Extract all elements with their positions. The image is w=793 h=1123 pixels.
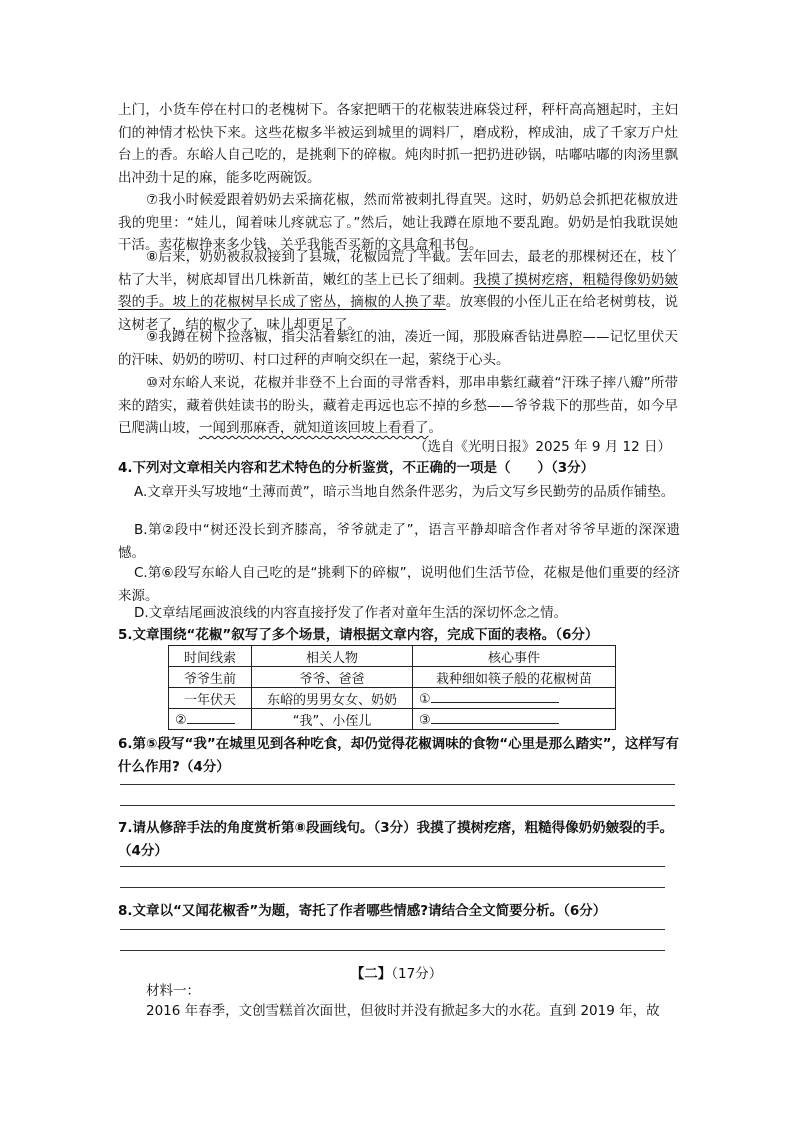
material-1-label: 材料一： xyxy=(146,983,200,999)
table-cell: 爷爷、爸爸 xyxy=(252,667,413,688)
answer-line[interactable] xyxy=(120,950,665,951)
table-header-row xyxy=(169,646,616,667)
table-answer-cell-3[interactable] xyxy=(413,709,616,730)
table-answer-cell-1[interactable] xyxy=(413,688,616,709)
table-row xyxy=(169,667,616,688)
question-4-option-c: C.第⑥段写东峪人自己吃的是“挑剩下的碎椒”，说明他们生活节俭，花椒是他们重要的经济来源。 xyxy=(118,565,680,604)
section-2-title: 【二】 xyxy=(350,966,392,982)
answer-line[interactable] xyxy=(120,929,665,930)
question-4-option-b: B.第②段中“树还没长到齐膝高，爷爷就走了”，语言平静却暗含作者对爷爷早逝的深深遗憾。 xyxy=(118,522,680,561)
answer-line[interactable] xyxy=(120,784,675,785)
table-row xyxy=(169,709,616,730)
paragraph-8-underlined-sentence: 我摸了摸树疙瘩，粗糙得像奶奶皴裂的手。坡上的花椒树早长成了密丛，摘椒的人换了辈 xyxy=(118,271,679,311)
passage-paragraph-8 xyxy=(118,246,678,336)
answer-line[interactable] xyxy=(120,866,665,867)
question-4-option-d: D.文章结尾画波浪线的内容直接抒发了作者对童年生活的深切怀念之情。 xyxy=(134,605,568,621)
table-cell: 爷爷生前 xyxy=(169,667,252,688)
material-1-text: 2016 年春季，文创雪糕首次面世，但彼时并没有掀起多大的水花。直到 2019 年，故 xyxy=(146,1003,660,1019)
table-cell: 一年伏天 xyxy=(169,688,252,709)
paragraph-8-text-b: 。放寒假的小侄儿正在给老树剪枝，说这树老了，结的椒少了，味儿却更足了。 xyxy=(118,294,679,333)
paragraph-10-text-b: 。 xyxy=(428,420,442,437)
passage-paragraph-9: ⑨我蹲在树下捡落椒，指尖沾着紫红的油，凑近一闻，那股麻香钻进鼻腔——记忆里伏天的汗味、奶奶的唠叨、村口过秤的声响交织在一起，萦绕于心头。 xyxy=(118,329,678,368)
table-header-cell: 时间线索 xyxy=(169,646,252,667)
question-5-stem: 5.文章围绕“花椒”叙写了多个场景，请根据文章内容，完成下面的表格。（6分） xyxy=(118,627,599,643)
section-2-heading xyxy=(0,962,793,982)
answer-marker-3: ③ xyxy=(419,712,431,728)
question-4-option-a: A.文章开头写坡地“土薄而黄”，暗示当地自然条件恶劣，为后文写乡民勤劳的品质作铺垫。 xyxy=(134,484,675,500)
answer-marker-1: ① xyxy=(419,691,431,707)
passage-paragraph-continued: 上门，小货车停在村口的老槐树下。各家把晒干的花椒装进麻袋过秤，秤杆高高翘起时，主妇们的神情才松快下来。这些花椒多半被运到城里的调料厂，磨成粉，榨成油，成了千家万户灶台上的香。东峪人自己吃的，是挑剩下的碎椒。炖肉时抓一把扔进砂锅，咕嘟咕嘟的肉汤里飘出冲劲十足的麻，能多吃两碗饭。 xyxy=(118,102,678,186)
question-7-stem: 7.请从修辞手法的角度赏析第⑧段画线句。（3分）我摸了摸树疙瘩，粗糙得像奶奶皴裂的手。（4分） xyxy=(118,820,674,859)
question-4-stem: 4.下列对文章相关内容和艺术特色的分析鉴赏，不正确的一项是（ ）（3分） xyxy=(118,460,595,476)
section-2-score: （17分） xyxy=(391,966,443,982)
answer-blank-1[interactable] xyxy=(431,690,559,703)
answer-blank-2[interactable] xyxy=(187,711,235,724)
answer-marker-2: ② xyxy=(175,712,187,728)
table-row xyxy=(169,688,616,709)
paragraph-10-wavy-underlined: 一闻到那麻香，就知道该回坡上看看了 xyxy=(199,420,429,437)
paragraph-8-text-a: ⑧后来，奶奶被叔叔接到了县城，花椒园荒了半截。去年回去，最老的那棵树还在，枝丫枯了大半，树底却冒出几株新苗，嫩红的茎上已长了细刺。 xyxy=(118,249,678,288)
table-header-cell: 核心事件 xyxy=(413,646,616,667)
passage-paragraph-7: ⑦我小时候爱跟着奶奶去采摘花椒，然而常被刺扎得直哭。这时，奶奶总会抓把花椒放进我的兜里：“娃儿，闻着味儿疼就忘了。”然后，她让我蹲在原地不要乱跑。奶奶是怕我耽误她干活。卖花椒挣来多少钱，关乎我能否买新的文具盒和书包。 xyxy=(118,192,678,254)
table-cell: 栽种细如筷子般的花椒树苗 xyxy=(413,667,616,688)
passage-source: （选自《光明日报》2025 年 9 月 12 日） xyxy=(413,439,671,455)
passage-paragraph-10 xyxy=(118,372,678,440)
question-5-table xyxy=(168,645,616,730)
answer-line[interactable] xyxy=(120,887,665,888)
answer-blank-3[interactable] xyxy=(431,711,559,724)
answer-line[interactable] xyxy=(120,805,675,806)
table-answer-cell-2[interactable] xyxy=(169,709,252,730)
question-8-stem: 8.文章以“又闻花椒香”为题，寄托了作者哪些情感?请结合全文简要分析。（6分） xyxy=(118,903,607,919)
table-header-cell: 相关人物 xyxy=(252,646,413,667)
table-cell: “我”、小侄儿 xyxy=(252,709,413,730)
paragraph-10-text-a: ⑩对东峪人来说，花椒并非登不上台面的寻常香料，那串串紫红藏着“汗珠子摔八瓣”所带来的踏实，藏着供娃读书的盼头，藏着走再远也忘不掉的乡愁——爷爷栽下的那些苗，如今早已爬满山坡， xyxy=(118,375,678,437)
table-cell: 东峪的男男女女、奶奶 xyxy=(252,688,413,709)
question-6-stem: 6.第⑤段写“我”在城里见到各种吃食，却仍觉得花椒调味的食物“心里是那么踏实”，这样写有什么作用?（4分） xyxy=(118,736,679,775)
